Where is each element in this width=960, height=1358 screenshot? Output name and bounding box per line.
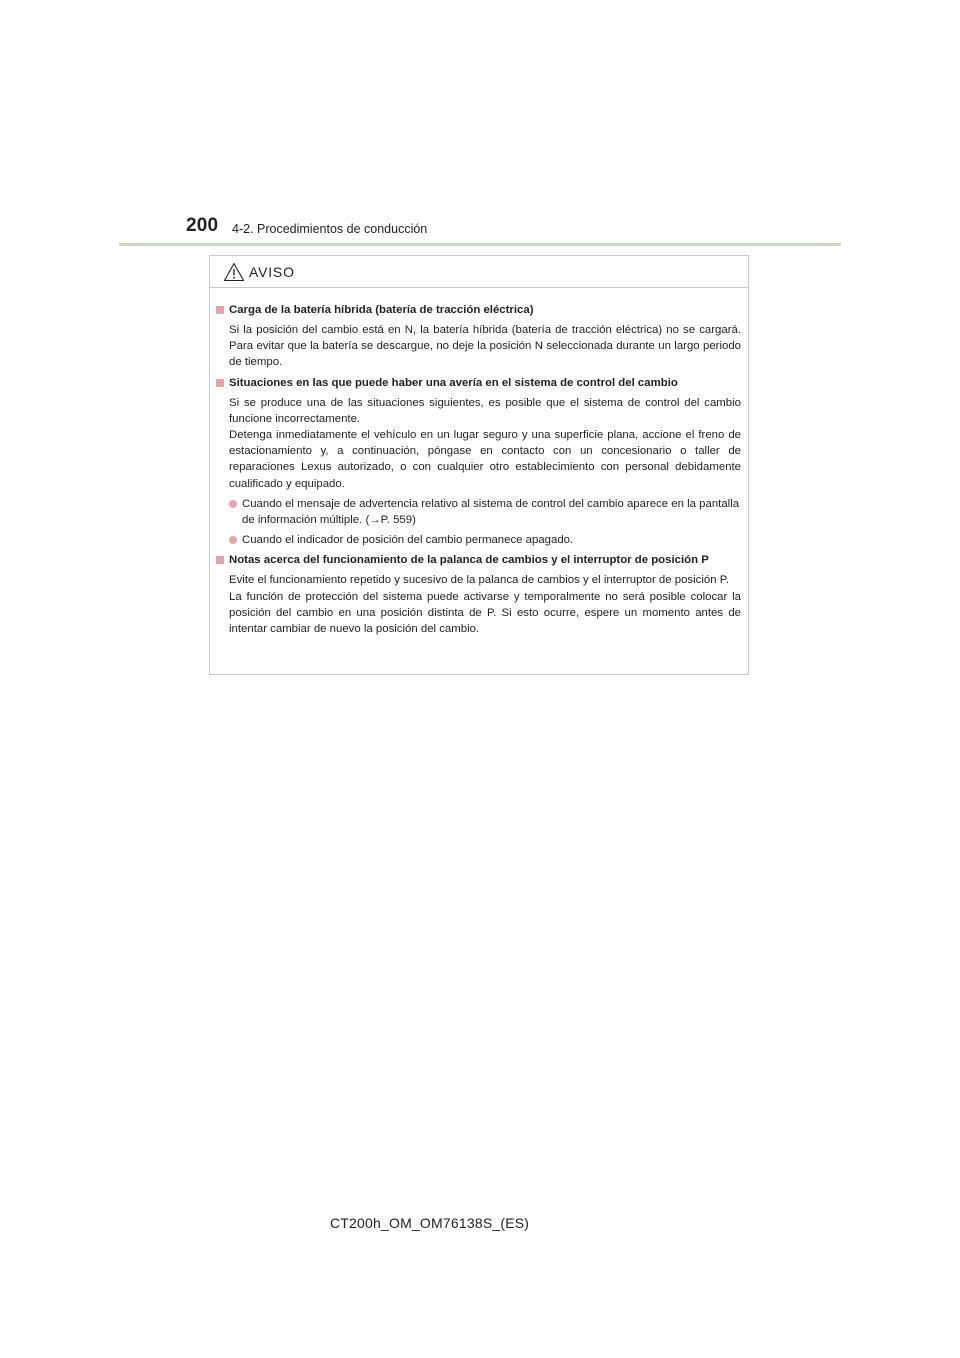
header-rule [119, 243, 841, 246]
list-item-text: Cuando el indicador de posición del cambio permanece apagado. [242, 534, 574, 547]
item-heading [216, 552, 741, 568]
section-title: 4-2. Procedimientos de conducción [232, 222, 428, 236]
warning-box [209, 255, 749, 675]
item-text [216, 395, 741, 492]
item-title: Situaciones en las que puede haber una avería en el sistema de control del cambio [229, 376, 678, 389]
item-text [216, 322, 741, 371]
list-item-text: Cuando el mensaje de advertencia relativo al sistema de control del cambio aparece en la pantalla de información múltiple. (→P. 559) [242, 497, 740, 527]
square-bullet-icon [216, 306, 224, 314]
paragraph: Evite el funcionamiento repetido y sucesivo de la palanca de cambios y el interruptor de posición P. [229, 574, 730, 587]
list-item [216, 496, 741, 528]
warning-triangle-icon [223, 262, 245, 282]
item-heading [216, 375, 741, 391]
square-bullet-icon [216, 556, 224, 564]
paragraph: La función de protección del sistema puede activarse y temporalmente no será posible colocar la posición del cambio en una posición distinta de P. Si esto ocurre, espere un momento antes de intentar cambiar de nuevo la posición del cambio. [229, 590, 741, 636]
paragraph: Si la posición del cambio está en N, la batería híbrida (batería de tracción eléctrica) no se cargará. Para evitar que la batería se descargue, no deje la posición N seleccionada durante un largo periodo de tiempo. [229, 324, 741, 369]
paragraph: Detenga inmediatamente el vehículo en un lugar seguro y una superficie plana, accione el freno de estacionamiento y, a continuación, póngase en contacto con un concesionario o taller de reparaciones Lexus autorizado, o con cualquier otro establecimiento con personal debidamente cualificado y equipado. [229, 429, 741, 490]
document-code: CT200h_OM_OM76138S_(ES) [330, 1215, 530, 1231]
warning-label: AVISO [249, 263, 295, 280]
item-text [216, 572, 741, 637]
page-number: 200 [186, 215, 219, 236]
warning-body [210, 288, 748, 637]
paragraph: Si se produce una de las situaciones siguientes, es posible que el sistema de control del cambio funcione incorrectamente. [229, 396, 741, 425]
item-title: Notas acerca del funcionamiento de la palanca de cambios y el interruptor de posición P [229, 554, 709, 567]
item-title: Carga de la batería híbrida (batería de tracción eléctrica) [229, 304, 534, 316]
item-heading [216, 302, 741, 318]
square-bullet-icon [216, 379, 224, 387]
warning-header [210, 256, 748, 288]
round-bullet-icon [229, 500, 237, 508]
round-bullet-icon [229, 536, 237, 544]
list-item [216, 532, 741, 548]
